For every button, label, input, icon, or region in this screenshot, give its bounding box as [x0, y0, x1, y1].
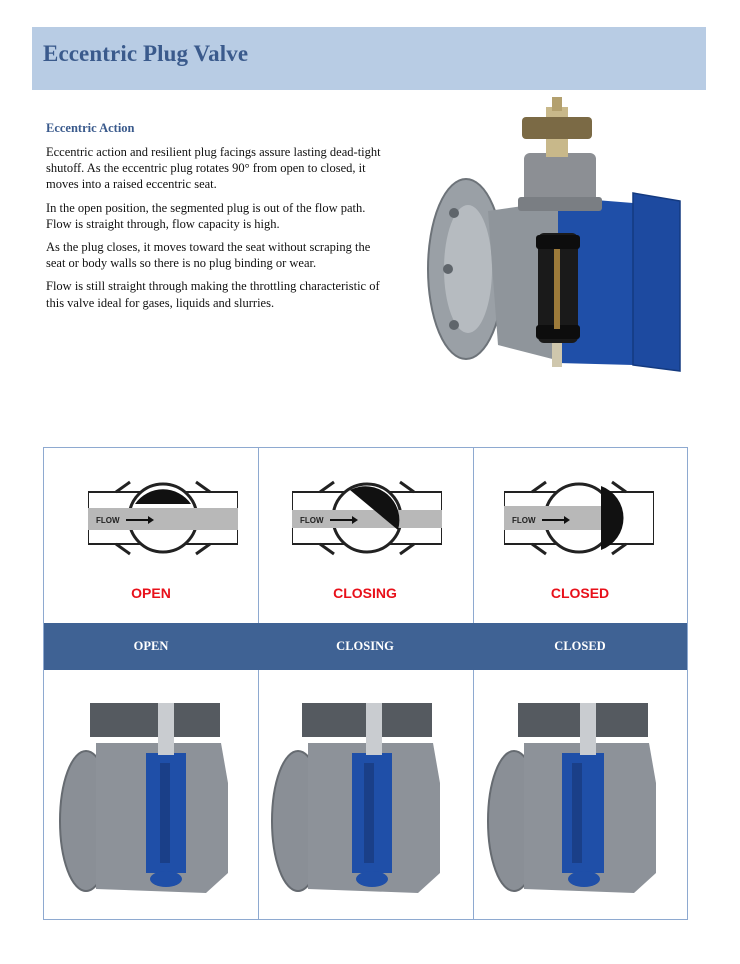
closed-diagram	[504, 478, 654, 558]
paragraph: Eccentric action and resilient plug facings assure lasting dead-tight shutoff. As the eccentric plug rotates 90° from open to closed, it moves into a raised eccentric seat.	[46, 145, 381, 192]
grid-divider	[473, 448, 474, 919]
band-label-closing: CLOSING	[336, 639, 394, 653]
band-label-closed: CLOSED	[554, 639, 606, 653]
open-state-label: OPEN	[131, 585, 171, 601]
open-diagram	[88, 478, 238, 558]
flow-text: FLOW	[96, 516, 120, 525]
section-subheading: Eccentric Action	[46, 121, 135, 135]
valve-photo	[418, 93, 688, 375]
paragraph: Flow is still straight through making the throttling characteristic of this valve ideal for gases, liquids and slurries.	[46, 279, 380, 310]
closed-state-label: CLOSED	[550, 585, 610, 601]
closed-valve-photo	[484, 703, 674, 899]
title-bar	[32, 27, 706, 90]
closing-diagram	[292, 478, 442, 558]
closing-state-label: CLOSING	[333, 585, 397, 601]
band-label-open: OPEN	[133, 639, 169, 653]
description-block	[46, 121, 381, 318]
closing-valve-photo	[268, 703, 458, 899]
flow-text: FLOW	[512, 516, 536, 525]
flow-text: FLOW	[300, 516, 324, 525]
paragraph: In the open position, the segmented plug is out of the flow path. Flow is straight through, flow capacity is high.	[46, 200, 366, 231]
open-valve-photo	[56, 703, 246, 899]
valve-states-grid	[43, 447, 688, 920]
grid-divider	[258, 448, 259, 919]
state-header-band	[44, 623, 687, 670]
page-title: Eccentric Plug Valve	[43, 41, 249, 66]
paragraph: As the plug closes, it moves toward the seat without scraping the seat or body walls so there is no plug binding or wear.	[46, 240, 371, 271]
